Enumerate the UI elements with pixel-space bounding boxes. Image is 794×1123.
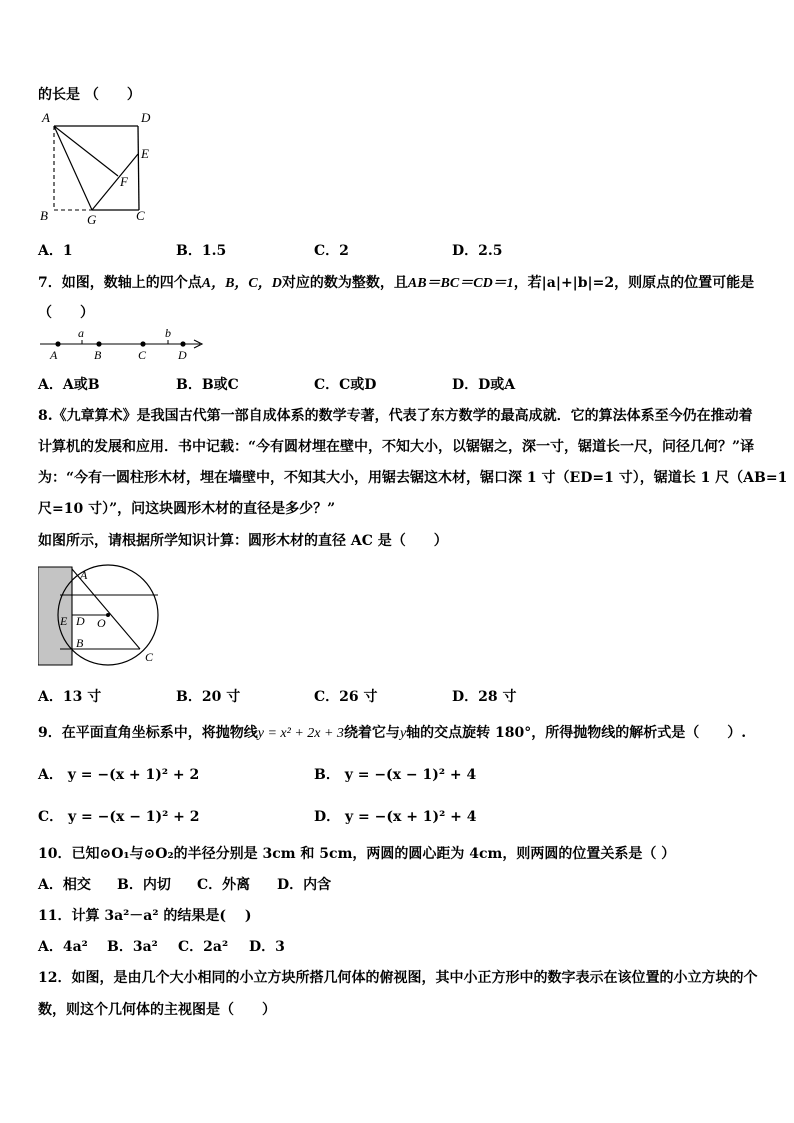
q11-option-b[interactable]: B．3a² [107,939,158,955]
q9-option-c[interactable]: C． y = −(x − 1)² + 2 [38,809,200,825]
q8-label-A: A [80,568,88,582]
q6-option-d[interactable]: D．2.5 [452,243,503,259]
q7-option-c[interactable]: C．C或D [314,377,377,393]
q8-circle-wall-figure [38,563,168,669]
q7-stem-part1: 7．如图，数轴上的四个点 [38,275,202,291]
q8-label-E: E [60,614,68,628]
q7-label-C: C [138,348,147,362]
q8-stem-line2: 计算机的发展和应用．书中记载：“今有圆材埋在壁中，不知大小，以锯锯之，深一寸，锯道长一尺，问径几何？”译 [38,439,755,455]
q8-label-C: C [145,650,154,664]
q10-option-d[interactable]: D．内含 [277,877,332,893]
q7-stem-line2: （ ） [38,305,94,321]
q6-label-B: B [40,208,48,223]
q7-label-B: B [94,348,102,362]
q8-stem-line5: 如图所示，请根据所学知识计算：圆形木材的直径 AC 是（ ） [38,533,448,549]
q7-option-d[interactable]: D．D或A [452,377,516,393]
q8-option-a[interactable]: A．13 寸 [38,689,102,705]
q6-option-a[interactable]: A．1 [38,243,73,259]
q8-label-O: O [97,616,106,630]
q10-option-c[interactable]: C．外离 [197,877,251,893]
q7-stem-part2: 对应的数为整数，且 [281,275,408,291]
q6-label-F: F [120,174,128,189]
q10-stem: 10．已知⊙O₁与⊙O₂的半径分别是 3cm 和 5cm，两圆的圆心距为 4cm，则两圆的位置关系是（ ） [38,846,676,862]
q9-stem-part2: 绕着它与 [343,725,400,741]
q7-option-b[interactable]: B．B或C [176,377,239,393]
q7-label-a: a [78,326,84,340]
q12-stem-line1: 12．如图，是由几个大小相同的小立方块所搭几何体的俯视图，其中小正方形中的数字表示在该位置的小立方块的个 [38,970,758,986]
q8-label-B: B [76,636,84,650]
q7-number-line [38,326,208,362]
q6-option-b[interactable]: B．1.5 [176,243,227,259]
q6-label-C: C [136,208,145,223]
q8-option-b[interactable]: B．20 寸 [176,689,241,705]
q7-option-a[interactable]: A．A或B [38,377,100,393]
q6-label-D: D [141,110,151,125]
q9-parabola-expr: y = x² + 2x + 3 [257,726,344,741]
q7-label-A: A [50,348,58,362]
q7-label-D: D [178,348,187,362]
q8-stem-line3: 为：“今有一圆柱形木材，埋在墙壁中，不知其大小，用锯去锯这木材，锯口深 1 寸（ED=1 寸），锯道长 1 尺（AB=1 [38,470,788,486]
q8-stem-line1: 8.《九章算术》是我国古代第一部自成体系的数学专著，代表了东方数学的最高成就．它的算法体系至今仍在推动着 [38,408,753,424]
q10-option-a[interactable]: A．相交 [38,877,91,893]
q6-label-A: A [42,110,50,125]
q8-option-c[interactable]: C．26 寸 [314,689,378,705]
q7-points: A，B，C，D [201,276,282,291]
q9-y-var: y [399,726,407,741]
q6-label-G: G [87,212,97,226]
q6-option-c[interactable]: C．2 [314,243,349,259]
q11-option-c[interactable]: C．2a² [178,939,229,955]
q8-stem-line4: 尺=10 寸）”，问这块圆形木材的直径是多少？” [38,501,336,517]
q10-option-b[interactable]: B．内切 [117,877,171,893]
q7-stem-part3: ，若|a|+|b|=2，则原点的位置可能是 [513,275,755,291]
q6-label-E: E [141,146,149,161]
q9-stem [38,722,746,742]
q9-option-d[interactable]: D． y = −(x + 1)² + 4 [314,809,477,825]
q6-tail: 的长是 （ ） [38,87,141,103]
q9-option-b[interactable]: B． y = −(x − 1)² + 4 [314,767,477,783]
q11-option-a[interactable]: A．4a² [38,939,88,955]
q7-stem [38,272,754,292]
q9-stem-part1: 9．在平面直角坐标系中，将抛物线 [38,725,258,741]
q11-stem: 11．计算 3a²－a² 的结果是( ) [38,908,252,924]
q9-option-a[interactable]: A． y = −(x + 1)² + 2 [38,767,200,783]
q7-label-b: b [165,326,171,340]
q9-stem-part3: 轴的交点旋转 180°，所得抛物线的解析式是（ ）. [406,725,747,741]
q11-option-d[interactable]: D．3 [249,939,285,955]
q12-stem-line2: 数，则这个几何体的主视图是（ ） [38,1002,276,1018]
q6-square-figure [38,108,158,226]
q8-option-d[interactable]: D．28 寸 [452,689,517,705]
q7-equation: AB＝BC＝CD＝1 [407,276,514,291]
q8-label-D: D [76,614,85,628]
